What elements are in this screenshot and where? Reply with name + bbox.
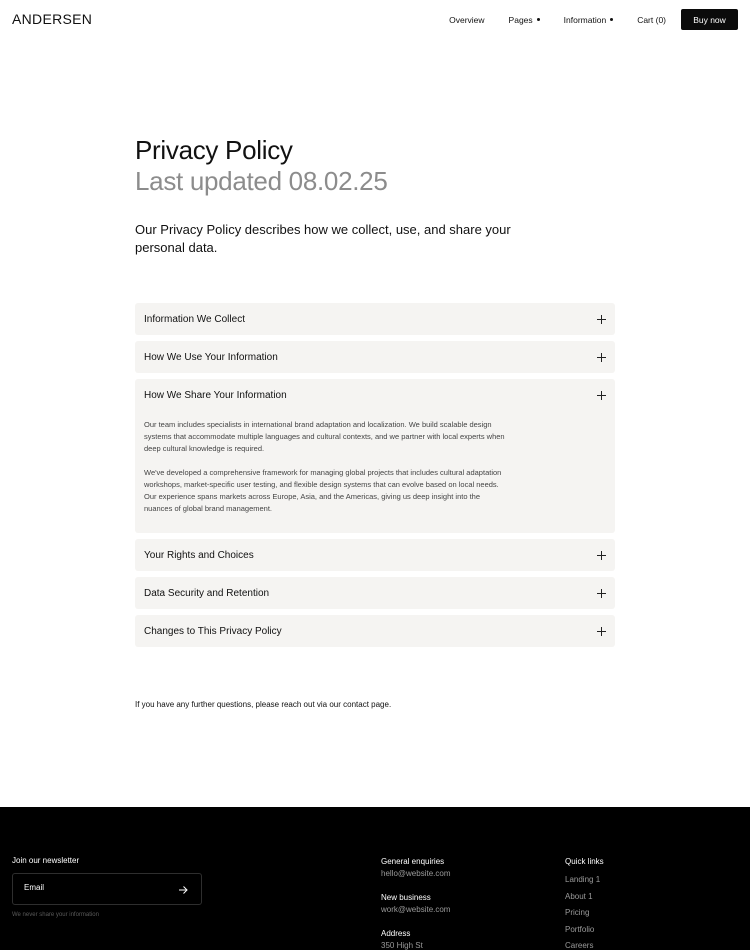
page-title: Privacy Policy bbox=[135, 135, 293, 165]
accordion-label: Your Rights and Choices bbox=[144, 549, 254, 561]
accordion-body bbox=[135, 411, 615, 533]
accordion-item-expanded bbox=[135, 379, 615, 533]
accordion-label: How We Share Your Information bbox=[144, 389, 287, 401]
accordion-header-your-rights[interactable] bbox=[135, 539, 615, 571]
accordion-header-information-we-collect[interactable] bbox=[135, 303, 615, 335]
accordion-item bbox=[135, 341, 615, 373]
accordion-label: How We Use Your Information bbox=[144, 351, 278, 363]
nav-overview[interactable] bbox=[449, 15, 484, 25]
site-header bbox=[0, 0, 750, 40]
last-updated: Last updated 08.02.25 bbox=[135, 166, 388, 196]
accordion-item bbox=[135, 615, 615, 647]
arrow-right-icon[interactable] bbox=[177, 884, 189, 896]
nav-pages[interactable] bbox=[509, 15, 540, 25]
email-input[interactable] bbox=[24, 883, 164, 892]
policy-accordion bbox=[135, 303, 615, 653]
general-enquiries-label: General enquiries bbox=[381, 857, 445, 866]
dropdown-dot-icon bbox=[610, 18, 613, 21]
quick-links-title: Quick links bbox=[565, 857, 604, 866]
accordion-header-how-we-share[interactable] bbox=[135, 379, 615, 411]
accordion-item bbox=[135, 539, 615, 571]
plus-icon[interactable] bbox=[597, 353, 606, 362]
accordion-label: Information We Collect bbox=[144, 313, 245, 325]
accordion-header-data-security[interactable] bbox=[135, 577, 615, 609]
nav-information-label: Information bbox=[563, 14, 607, 25]
nav-cart[interactable] bbox=[637, 15, 666, 25]
quick-link-about-1[interactable]: About 1 bbox=[565, 891, 593, 901]
site-footer bbox=[0, 807, 750, 950]
contact-column bbox=[381, 856, 450, 950]
address-label: Address bbox=[381, 929, 411, 938]
accordion-paragraph: We've developed a comprehensive framework for managing global projects that includes cultural adaptation workshops, market-specific user testing, and flexible design systems that can evolve based on local needs. Our experience spans markets across Europe, Asia, and the Americas, giving us deep insight into the nuances of global brand management. bbox=[144, 468, 502, 513]
dropdown-dot-icon bbox=[537, 18, 540, 21]
nav-pages-label: Pages bbox=[508, 14, 533, 25]
logo[interactable]: ANDERSEN bbox=[12, 11, 93, 27]
plus-icon[interactable] bbox=[597, 627, 606, 636]
further-questions-text: If you have any further questions, please reach out via our contact page. bbox=[135, 700, 392, 709]
quick-link-portfolio[interactable]: Portfolio bbox=[565, 924, 595, 934]
general-enquiries-email[interactable]: hello@website.com bbox=[381, 869, 451, 878]
plus-icon[interactable] bbox=[597, 391, 606, 400]
intro-text: Our Privacy Policy describes how we collect, use, and share your personal data. bbox=[135, 222, 511, 255]
accordion-header-changes[interactable] bbox=[135, 615, 615, 647]
buy-now-button[interactable]: Buy now bbox=[681, 9, 738, 30]
new-business-label: New business bbox=[381, 893, 431, 902]
nav-overview-label: Overview bbox=[449, 14, 485, 25]
newsletter-label: Join our newsletter bbox=[12, 856, 80, 865]
main-nav bbox=[449, 9, 738, 30]
accordion-item bbox=[135, 577, 615, 609]
accordion-header-how-we-use[interactable] bbox=[135, 341, 615, 373]
nav-information[interactable] bbox=[564, 15, 614, 25]
accordion-label: Changes to This Privacy Policy bbox=[144, 625, 282, 637]
new-business-email[interactable]: work@website.com bbox=[381, 905, 451, 914]
newsletter-note: We never share your information bbox=[12, 912, 99, 918]
newsletter-form bbox=[12, 873, 202, 905]
quick-link-landing-1[interactable]: Landing 1 bbox=[565, 875, 601, 884]
accordion-paragraph: Our team includes specialists in international brand adaptation and localization. We build scalable design systems that accommodate multiple languages and cultural contexts, and we partner with local experts when deep cultural knowledge is required. bbox=[144, 420, 505, 453]
address-value: 350 High St bbox=[381, 941, 423, 950]
quick-link-pricing[interactable]: Pricing bbox=[565, 908, 590, 917]
plus-icon[interactable] bbox=[597, 551, 606, 560]
accordion-item bbox=[135, 303, 615, 335]
plus-icon[interactable] bbox=[597, 589, 606, 598]
plus-icon[interactable] bbox=[597, 315, 606, 324]
quick-links-column bbox=[565, 856, 604, 950]
nav-cart-label: Cart (0) bbox=[637, 14, 666, 25]
accordion-label: Data Security and Retention bbox=[144, 587, 270, 599]
quick-link-careers[interactable]: Careers bbox=[565, 941, 594, 950]
